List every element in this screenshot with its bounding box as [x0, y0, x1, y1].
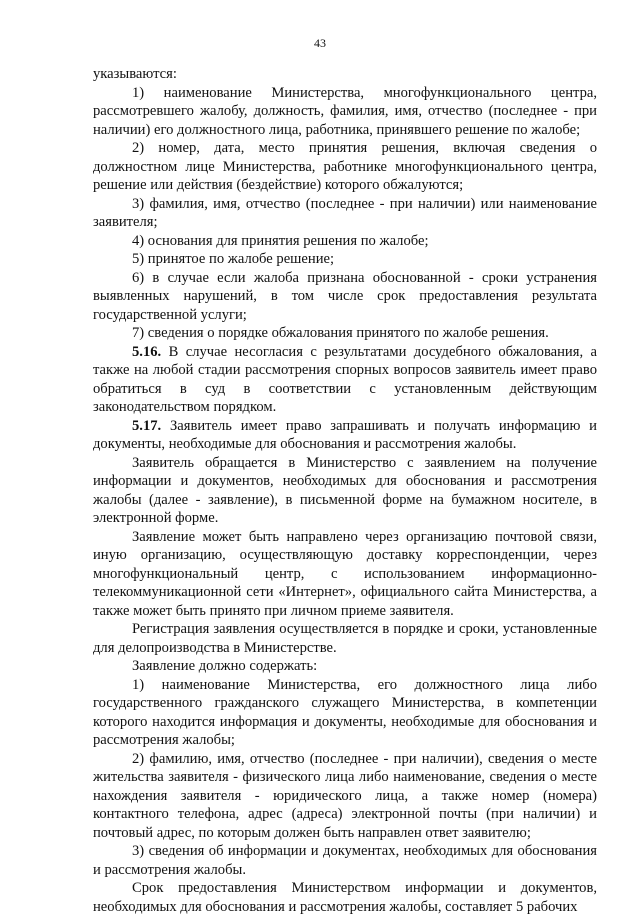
paragraph-text: 3) сведения об информации и документах, необходимых для обоснования и рассмотрения жалобы. — [93, 843, 597, 878]
paragraph — [93, 250, 597, 269]
paragraph — [93, 657, 597, 676]
paragraph-text: 3) фамилия, имя, отчество (последнее - при наличии) или наименование заявителя; — [93, 195, 597, 230]
paragraph-text: 2) номер, дата, место принятия решения, включая сведения о должностном лице Министерства, работнике многофункционального центра, решение или действия (бездействие) которого обжалуются; — [93, 140, 597, 193]
paragraph-text: 1) наименование Министерства, многофункционального центра, рассмотревшего жалобу, должность, фамилия, имя, отчество (последнее - при наличии) его должностного лица, работника, принявшего решение по жалобе; — [93, 84, 597, 138]
paragraph-text: Срок предоставления Министерством информации и документов, необходимых для обоснования и рассмотрения жалобы, составляет 5 рабочих — [93, 880, 597, 915]
paragraph — [93, 620, 597, 657]
paragraph — [93, 417, 597, 454]
paragraph — [93, 879, 597, 916]
paragraph — [93, 139, 597, 195]
paragraph-text: Регистрация заявления осуществляется в порядке и сроки, установленные для делопроизводства в Министерстве. — [93, 621, 597, 656]
paragraph — [93, 269, 597, 325]
paragraph-text: 2) фамилию, имя, отчество (последнее - при наличии), сведения о месте жительства заявителя - физического лица либо наименование, сведения о месте нахождения заявителя - юридического лица, а также номер (номера) контактного телефона, адрес (адреса) электронной почты (при наличии) и почтовый адрес, по которым должен быть направлен ответ заявителю; — [93, 750, 597, 841]
paragraph-text: указываются: — [93, 66, 177, 82]
paragraph-text: 7) сведения о порядке обжалования принятого по жалобе решения. — [132, 325, 549, 341]
paragraph — [93, 343, 597, 417]
document-body — [93, 65, 597, 916]
paragraph — [93, 842, 597, 879]
paragraph — [93, 528, 597, 621]
paragraph-text: 1) наименование Министерства, его должностного лица либо государственного гражданского служащего Министерства, в компетенции которого находится информация и документы, необходимые для обоснования и рассмотрения жалобы; — [93, 676, 597, 748]
section-number: 5.17. — [132, 417, 162, 434]
paragraph — [93, 195, 597, 232]
paragraph — [93, 65, 597, 84]
paragraph — [93, 84, 597, 140]
paragraph-text: 6) в случае если жалоба признана обоснованной - сроки устранения выявленных нарушений, в том числе срок предоставления результата государственной услуги; — [93, 269, 597, 323]
page-number: 43 — [314, 36, 326, 50]
section-number: 5.16. — [132, 343, 162, 360]
paragraph-text: 4) основания для принятия решения по жалобе; — [132, 232, 429, 249]
paragraph — [93, 750, 597, 843]
paragraph-text: В случае несогласия с результатами досудебного обжалования, а также на любой стадии рассмотрения спорных вопросов заявитель имеет право обратиться в суд в соответствии с установленным действующим законодательством порядком. — [93, 343, 597, 415]
paragraph-text: Заявитель обращается в Министерство с заявлением на получение информации и документов, необходимых для обоснования и рассмотрения жалобы (далее - заявление), в письменной форме на бумажном носителе, в электронной форме. — [93, 454, 597, 526]
paragraph — [93, 232, 597, 251]
paragraph — [93, 324, 597, 343]
paragraph — [93, 676, 597, 750]
paragraph-text: Заявление должно содержать: — [132, 658, 318, 674]
paragraph-text: Заявитель имеет право запрашивать и получать информацию и документы, необходимые для обоснования и рассмотрения жалобы. — [93, 417, 597, 452]
paragraph-text: Заявление может быть направлено через организацию почтовой связи, иную организацию, осуществляющую доставку корреспонденции, через многофункциональный центр, с использованием информационно-телекоммуникационной сети «Интернет», официального сайта Министерства, а также может быть принято при личном приеме заявителя. — [93, 528, 597, 619]
paragraph — [93, 454, 597, 528]
paragraph-text: 5) принятое по жалобе решение; — [132, 251, 335, 267]
